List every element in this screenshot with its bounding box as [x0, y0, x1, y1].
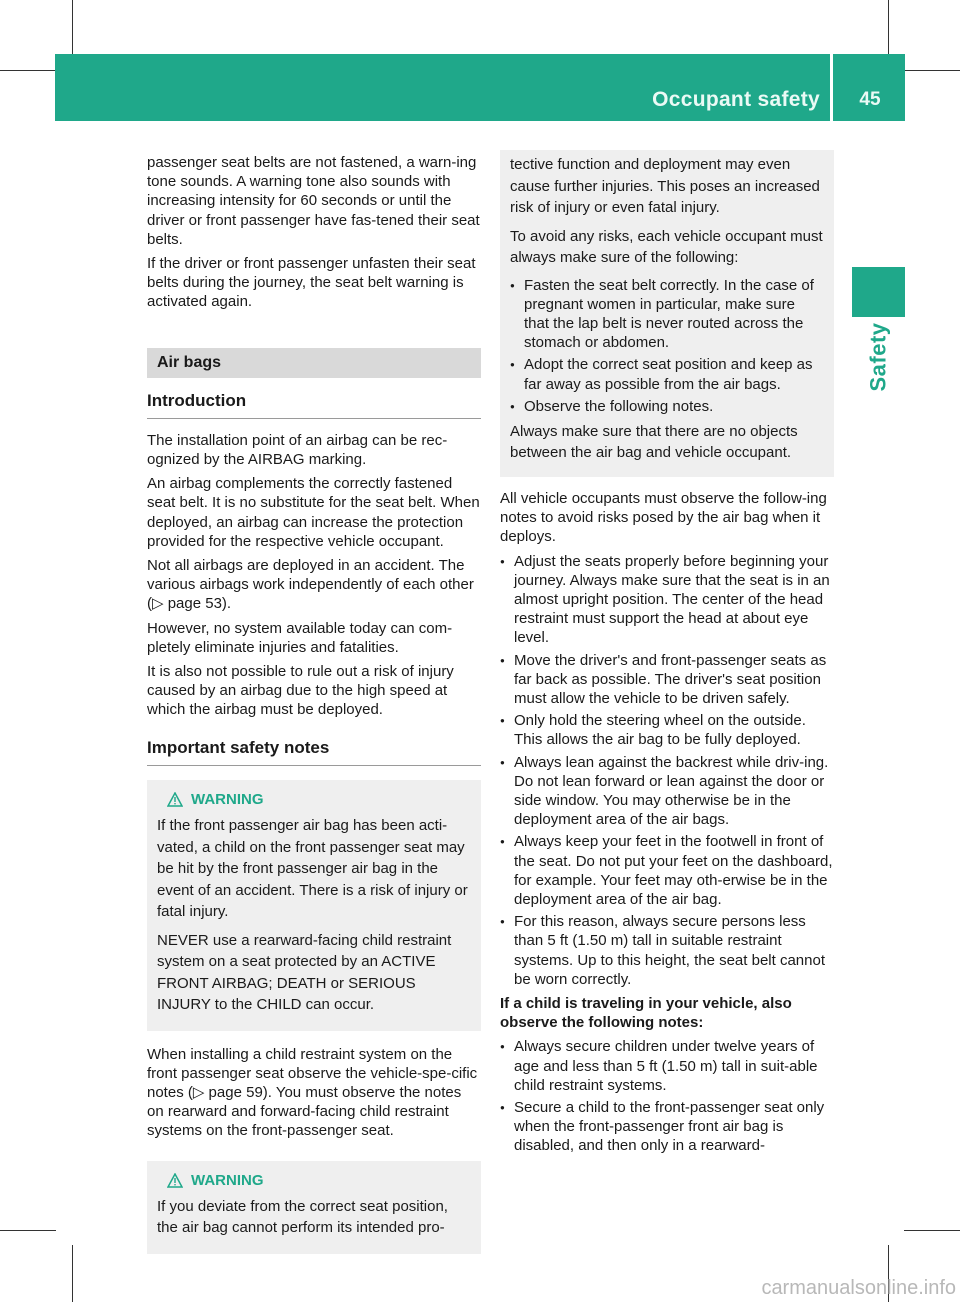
crop-mark — [904, 1230, 960, 1231]
page-number: 45 — [859, 89, 881, 110]
warning-title: WARNING — [191, 790, 264, 808]
warning-triangle-icon — [167, 792, 183, 807]
list-item: ● Move the driver's and front-passenger seats as far back as possible. The driver's seat position must allow the vehicle to be driven safely. — [500, 651, 834, 709]
watermark: carmanualsonline.info — [761, 1277, 956, 1299]
warning-text: To avoid any risks, each vehicle occupant must always make sure of the following: — [510, 227, 823, 266]
page-title: Occupant safety — [652, 88, 820, 111]
paragraph: If the driver or front passenger unfasten their seat belts during the journey, the seat belt warning is activated again. — [147, 255, 476, 311]
child-notes-heading: If a child is traveling in your vehicle, also observe the following notes: — [500, 995, 792, 1032]
list-item: ● Always lean against the backrest while driv-ing. Do not lean forward or lean against the door or side window. You may otherwise be in the deployment area of the air bags. — [500, 753, 834, 830]
crop-mark — [888, 0, 889, 56]
warning-header — [157, 1171, 471, 1190]
paragraph: All vehicle occupants must observe the follow-ing notes to avoid risks posed by the air bag when it deploys. — [500, 489, 827, 546]
paragraph: It is also not possible to rule out a risk of injury caused by an airbag due to the high speed at which the airbag must be deployed. — [147, 663, 454, 719]
warning-text: NEVER use a rearward-facing child restraint system on a seat protected by an ACTIVE FRONT AIRBAG; DEATH or SERIOUS INJURY to the CHILD can occur. — [157, 931, 452, 1014]
crop-mark — [904, 70, 960, 71]
section-tab-text: Safety — [865, 322, 891, 392]
section-tab-marker — [852, 267, 905, 317]
warning-title: WARNING — [191, 1171, 264, 1189]
child-bullet-list — [500, 1037, 834, 1155]
list-item: ● Fasten the seat belt correctly. In the case of pregnant women in particular, make sure that the lap belt is never routed across the stomach or abdomen. — [510, 276, 824, 353]
crop-mark — [0, 70, 56, 71]
subheading-safety-notes: Important safety notes — [147, 738, 481, 766]
warning-header — [157, 790, 471, 809]
paragraph: When installing a child restraint system on the front passenger seat observe the vehicle-spe-cific notes (▷ page 59). You must observe the notes on rearward and forward-facing child restraint systems on the front-passenger seat. — [147, 1045, 478, 1140]
warning-box-continued — [500, 150, 834, 477]
list-item: ● For this reason, always secure persons less than 5 ft (1.50 m) tall in suitable restraint systems. Up to this height, the seat belt cannot be worn correctly. — [500, 912, 834, 989]
paragraph: The installation point of an airbag can be rec-ognized by the AIRBAG marking. — [147, 431, 448, 469]
left-column — [147, 153, 481, 1268]
warning-box — [147, 780, 481, 1031]
header-divider — [830, 54, 833, 121]
section-tab-label — [852, 317, 905, 397]
paragraph: An airbag complements the correctly fastened seat belt. It is no substitute for the seat belt. When deployed, an airbag can increase the protection provided for the respective vehicle occupant. — [147, 475, 480, 550]
list-item: ● Observe the following notes. — [510, 397, 824, 416]
bullet-list — [500, 552, 834, 989]
warning-box — [147, 1161, 481, 1254]
paragraph: passenger seat belts are not fastened, a warn-ing tone sounds. A warning tone also sounds with increasing intensity for 60 seconds or until the driver or front passenger have fas-tened their seat belts. — [147, 154, 480, 248]
crop-mark — [72, 0, 73, 56]
paragraph: Not all airbags are deployed in an accident. The various airbags work independently of each other (▷ page 53). — [147, 557, 474, 613]
section-heading: Air bags — [147, 348, 481, 378]
right-column — [500, 150, 834, 1161]
warning-triangle-icon — [167, 1173, 183, 1188]
list-item: ● Adjust the seats properly before beginning your journey. Always make sure that the seat is in an almost upright position. The center of the head restraint must support the head at about eye level. — [500, 552, 834, 648]
warning-text: If you deviate from the correct seat position, the air bag cannot perform its intended pro- — [157, 1197, 448, 1237]
list-item: ● Always keep your feet in the footwell in front of the seat. Do not put your feet on the dashboard, for example. Your feet may oth-erwise be in the deployment area of the air bag. — [500, 832, 834, 909]
crop-mark — [72, 1245, 73, 1302]
warning-text: tective function and deployment may even cause further injuries. This poses an increased risk of injury or even fatal injury. — [510, 156, 820, 216]
list-item: ● Secure a child to the front-passenger seat only when the front-passenger front air bag is disabled, and then only in a rearward- — [500, 1098, 834, 1156]
list-item: ● Only hold the steering wheel on the outside. This allows the air bag to be fully deployed. — [500, 711, 834, 749]
warning-text: If the front passenger air bag has been acti-vated, a child on the front passenger seat may be hit by the front passenger air bag in the event of an accident. There is a risk of injury or fatal injury. — [157, 817, 468, 921]
paragraph: However, no system available today can com-pletely eliminate injuries and fatalities. — [147, 619, 453, 656]
subheading-introduction: Introduction — [147, 391, 481, 419]
warning-text: Always make sure that there are no objects between the air bag and vehicle occupant. — [510, 422, 798, 462]
crop-mark — [0, 1230, 56, 1231]
page-header — [55, 54, 905, 121]
warning-list — [510, 276, 824, 416]
list-item: ● Adopt the correct seat position and keep as far away as possible from the air bags. — [510, 355, 824, 393]
list-item: ● Always secure children under twelve years of age and less than 5 ft (1.50 m) tall in suit-able child restraint systems. — [500, 1037, 834, 1095]
